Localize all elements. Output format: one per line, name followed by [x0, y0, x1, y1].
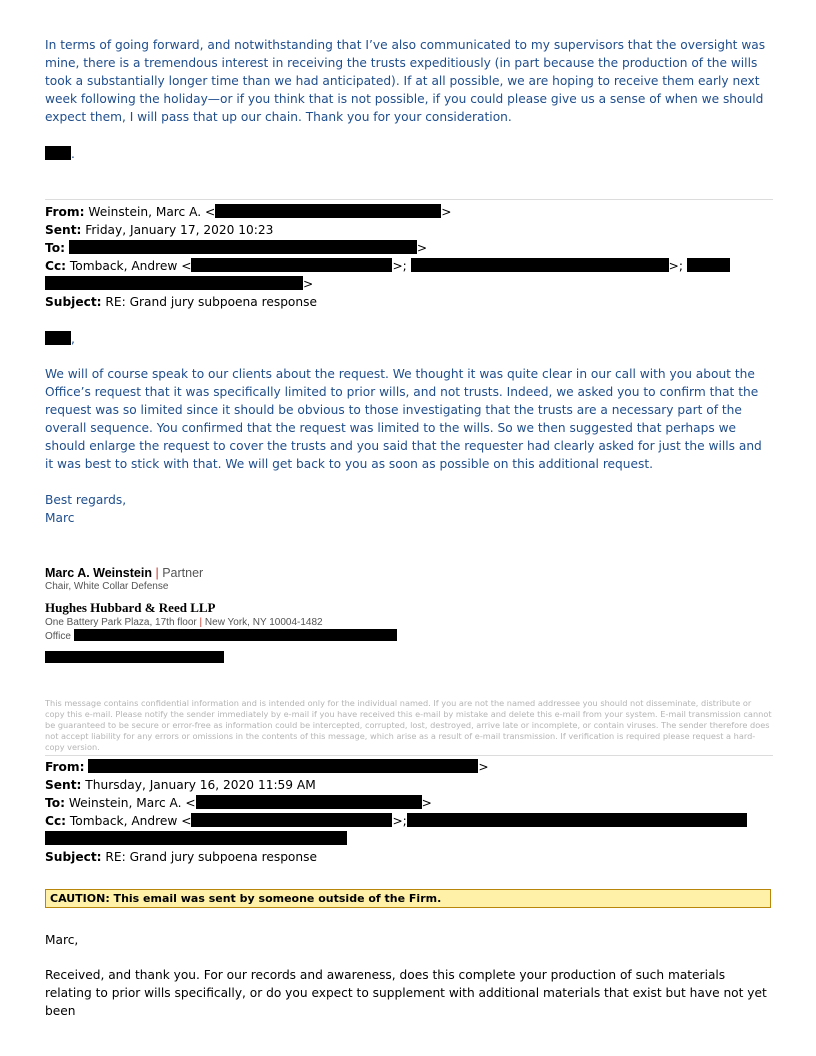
greeting-comma: ,	[71, 332, 75, 346]
email2-body: Received, and thank you. For our records and awareness, does this complete your production of such materials relating to prior wills specifically, or do you expect to supplement with additional materials that exist but have not yet been	[45, 968, 767, 1018]
to-label: To:	[45, 796, 65, 810]
redaction-block	[69, 240, 417, 254]
from-name: Weinstein, Marc A. <	[88, 205, 216, 219]
email2-header	[45, 758, 773, 866]
email1-to	[45, 239, 773, 257]
signature-block	[45, 566, 773, 665]
from-label: From:	[45, 205, 85, 219]
subject-label: Subject:	[45, 295, 102, 309]
signature-name-line	[45, 566, 773, 580]
to-label: To:	[45, 241, 65, 255]
email2-from	[45, 758, 773, 776]
cc-sep: >;	[392, 259, 407, 273]
from-label: From:	[45, 760, 85, 774]
email1-cc	[45, 257, 773, 275]
subject-label: Subject:	[45, 850, 102, 864]
firm-name: Hughes Hubbard & Reed LLP	[45, 600, 216, 615]
email2-to	[45, 794, 773, 812]
signoff-dot: .	[71, 147, 75, 161]
cc-sep: >;	[668, 259, 683, 273]
firm-address	[45, 616, 773, 629]
signature-title: Chair, White Collar Defense	[45, 581, 169, 592]
signature-extra	[45, 646, 773, 665]
pipe: |	[199, 617, 203, 628]
sent-label: Sent:	[45, 778, 82, 792]
sent-label: Sent:	[45, 223, 82, 237]
email2-cc	[45, 812, 773, 830]
email1-greeting	[45, 330, 773, 348]
sent-value: Friday, January 17, 2020 10:23	[85, 223, 274, 237]
email1-sent	[45, 221, 773, 239]
disclaimer: This message contains confidential information and is intended only for the individual named. If you are not the named addressee you should not disseminate, distribute or copy this e-mail. Please notify the sender immediately by e-mail if you have received this e-mail by mistake and delete this e-mail from your system. E-mail transmission cannot be guaranteed to be secure or error-free as information could be intercepted, corrupted, lost, destroyed, arrive late or incomplete, or contain viruses. The sender therefore does not accept liability for any errors or omissions in the contents of this message, which arise as a result of e-mail transmission. If verification is required please request a hard-copy version.	[45, 698, 772, 752]
signature-name: Marc A. Weinstein	[45, 566, 152, 580]
separator-line	[45, 199, 773, 200]
to-name: Weinstein, Marc A. <	[68, 796, 196, 810]
redaction-block	[45, 831, 347, 845]
email1-header	[45, 203, 773, 311]
redaction-block	[191, 258, 392, 272]
cc-name: Tomback, Andrew <	[69, 814, 192, 828]
signature-role: Partner	[162, 566, 204, 580]
office-label: Office	[45, 631, 71, 642]
redacted-signoff	[45, 145, 773, 163]
email1-closing	[45, 491, 773, 527]
angle: >	[478, 760, 489, 774]
redaction-block	[191, 813, 392, 827]
sent-value: Thursday, January 16, 2020 11:59 AM	[85, 778, 316, 792]
angle: >	[421, 796, 432, 810]
cc-label: Cc:	[45, 814, 67, 828]
redaction-block	[196, 795, 422, 809]
redaction-block	[45, 651, 224, 663]
email2-sent	[45, 776, 773, 794]
paragraph-forward: In terms of going forward, and notwithstanding that I’ve also communicated to my supervisors that the oversight was mine, there is a tremendous interest in receiving the trusts expeditiously (in part because the production of the wills took a substantially longer time than we had anticipated). If at all possible, we are hoping to receive them early next week following the holiday—or if you think that is not possible, if you could please give us a sense of when we should expect them, I will pass that up our chain. Thank you for your consideration.	[45, 38, 766, 124]
redaction-block	[411, 258, 669, 272]
redaction-block	[687, 258, 730, 272]
angle: >	[416, 241, 428, 255]
redaction-block	[74, 629, 397, 641]
email1-subject	[45, 293, 773, 311]
redaction-block	[215, 204, 441, 218]
office-line	[45, 629, 773, 643]
email2-cc-cont	[45, 830, 773, 848]
redaction-block	[45, 331, 71, 345]
caution-banner	[45, 889, 771, 908]
subject-value: RE: Grand jury subpoena response	[105, 295, 317, 309]
redaction-block	[407, 813, 747, 827]
address-line1: One Battery Park Plaza, 17th floor	[45, 617, 197, 628]
cc-sep: >;	[392, 814, 407, 828]
closing-name: Marc	[45, 511, 75, 525]
email1-body: We will of course speak to our clients about the request. We thought it was quite clear in our call with you about the Office’s request that it was specifically limited to prior wills, and not trusts. Indeed, we asked you to confirm that the request was so limited since it should be obvious to those investigating that the trusts are a necessary part of the overall sequence. You confirmed that the request was limited to the wills. So we then suggested that perhaps we should enlarge the request to cover the trusts and you said that the requester had clearly asked for just the wills and it was best to stick with that. We will get back to you as soon as possible on this additional request.	[45, 367, 762, 471]
angle: >	[303, 277, 314, 291]
caution-text: CAUTION: This email was sent by someone outside of the Firm.	[45, 889, 771, 908]
pipe: |	[155, 566, 159, 580]
redaction-block	[45, 146, 71, 160]
redaction-block	[45, 276, 303, 290]
cc-label: Cc:	[45, 259, 67, 273]
email1-cc-cont	[45, 275, 773, 293]
redaction-block	[88, 759, 478, 773]
subject-value: RE: Grand jury subpoena response	[105, 850, 317, 864]
closing-line: Best regards,	[45, 493, 127, 507]
angle: >	[441, 205, 452, 219]
email2-greeting: Marc,	[45, 933, 79, 947]
separator-line	[45, 755, 773, 756]
cc-name: Tomback, Andrew <	[69, 259, 192, 273]
email1-from	[45, 203, 773, 221]
email2-subject	[45, 848, 773, 866]
address-line2: New York, NY 10004-1482	[204, 617, 323, 628]
